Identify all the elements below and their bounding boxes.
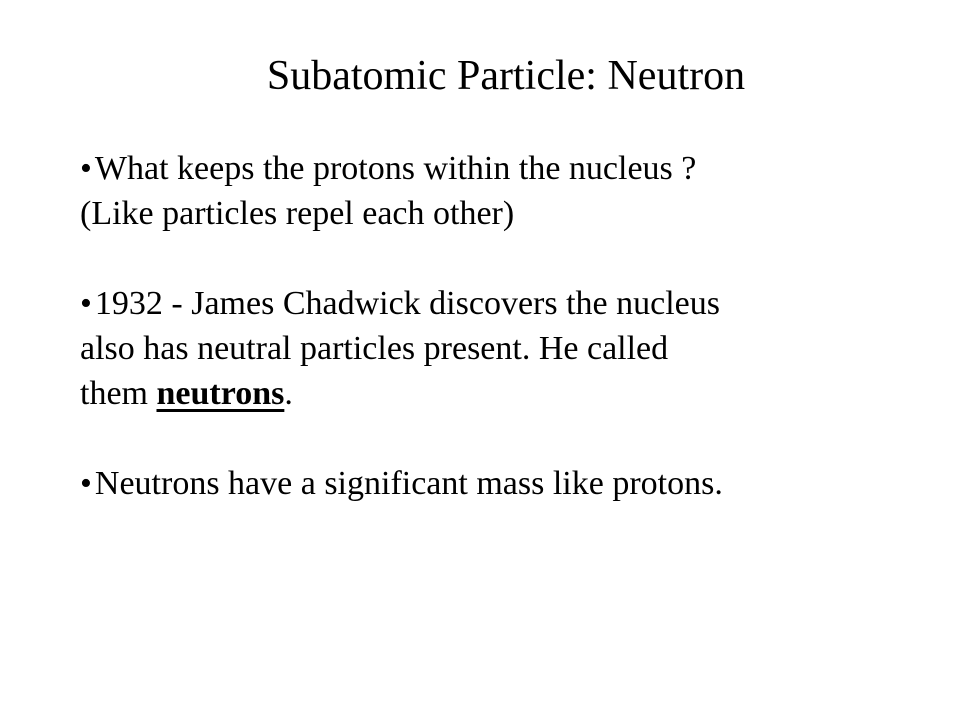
bullet-text: them bbox=[80, 375, 157, 412]
bullet-icon: • bbox=[80, 150, 92, 187]
bullet-item-chadwick bbox=[80, 281, 910, 416]
slide-title: Subatomic Particle: Neutron bbox=[266, 53, 746, 99]
bullet-text: also has neutral particles present. He called bbox=[80, 330, 669, 367]
bullet-text: What keeps the protons within the nucleus ? bbox=[94, 150, 697, 187]
bullet-text: Neutrons have a significant mass like protons. bbox=[94, 465, 723, 502]
key-term-neutrons: neutrons bbox=[156, 375, 285, 412]
bullet-item-protons bbox=[80, 146, 910, 236]
bullet-list bbox=[80, 146, 910, 506]
bullet-text: (Like particles repel each other) bbox=[80, 195, 515, 232]
bullet-text: 1932 - James Chadwick discovers the nucleus bbox=[94, 285, 720, 322]
bullet-icon: • bbox=[80, 285, 92, 322]
bullet-text: . bbox=[284, 375, 293, 412]
bullet-icon: • bbox=[80, 465, 92, 502]
bullet-item-mass bbox=[80, 461, 910, 506]
